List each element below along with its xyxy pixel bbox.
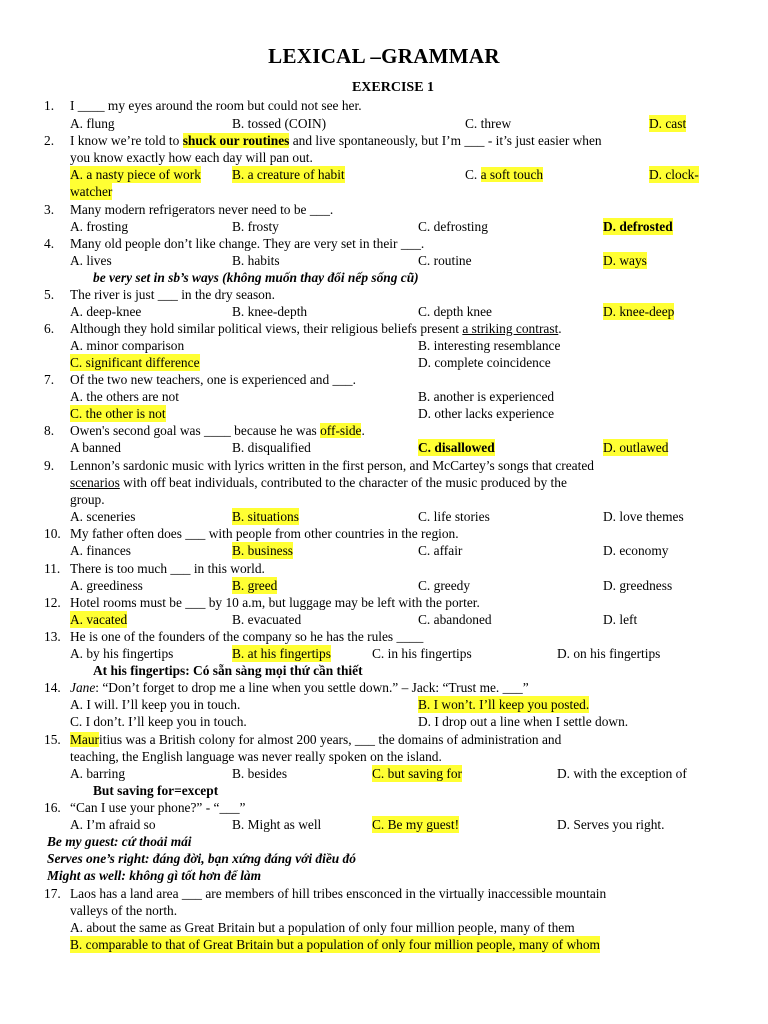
question-number: 17. <box>44 886 61 901</box>
option-b: B. at his fingertips <box>232 646 331 661</box>
question-text <box>70 132 602 149</box>
option-c: C. significant difference <box>70 355 200 370</box>
option-b: B. another is experienced <box>418 389 555 404</box>
option-d: D. knee-deep <box>603 304 675 319</box>
question-text: Laos has a land area ___ are members of hill tribes ensconced in the virtually inaccessible mountain <box>70 886 607 901</box>
option-c: C. routine <box>418 253 472 268</box>
underlined-phrase: a striking contrast <box>462 321 559 336</box>
option-d-cont: watcher <box>70 184 113 199</box>
text-part: itius was a British colony for almost 200 years, ___ the domains of administration and <box>99 732 562 747</box>
option-b: B. interesting resemblance <box>418 338 561 353</box>
question-text <box>70 731 561 748</box>
question-text: Many old people don’t like change. They are very set in their ___. <box>70 236 425 251</box>
text-part: : “Don’t forget to drop me a line when you settle down.” – Jack: “Trust me. ___” <box>95 680 529 695</box>
option-a: A. about the same as Great Britain but a population of only four million people, many of them <box>70 920 575 935</box>
question-text: “Can I use your phone?” - “___” <box>70 800 246 815</box>
option-c: C. abandoned <box>418 612 492 627</box>
option-a: A. by his fingertips <box>70 646 174 661</box>
highlighted-phrase: shuck our routines <box>182 133 290 148</box>
question-number: 2. <box>44 133 55 148</box>
question-text <box>70 679 529 696</box>
option-c: C. Be my guest! <box>372 817 460 832</box>
option-c: C. greedy <box>418 578 471 593</box>
question-number: 12. <box>44 595 61 610</box>
question-text-cont <box>70 474 567 491</box>
question-number: 7. <box>44 372 55 387</box>
text-part: with off beat individuals, contributed to the character of the music produced by the <box>119 475 567 490</box>
option-d: D. clock- <box>649 167 699 182</box>
option-d: D. economy <box>603 543 669 558</box>
question-number: 10. <box>44 526 61 541</box>
question-text: He is one of the founders of the company so he has the rules ____ <box>70 629 424 644</box>
option-a: A. I will. I’ll keep you in touch. <box>70 697 241 712</box>
option-a: A. lives <box>70 253 112 268</box>
option-b: B. situations <box>232 509 299 524</box>
question-number: 5. <box>44 287 55 302</box>
question-number: 9. <box>44 458 55 473</box>
option-b: B. frosty <box>232 219 279 234</box>
question-text <box>70 422 365 439</box>
question-text <box>70 320 562 337</box>
option-d: D. defrosted <box>603 219 673 234</box>
option-a: A. a nasty piece of work <box>70 167 201 182</box>
option-b: B. besides <box>232 766 288 781</box>
option-b: B. a creature of habit <box>232 167 345 182</box>
option-b: B. habits <box>232 253 280 268</box>
speaker-name: Jane <box>70 680 96 695</box>
option-b: B. Might as well <box>232 817 322 832</box>
question-text: Many modern refrigerators never need to be ___. <box>70 202 334 217</box>
text-part: Although they hold similar political views, their religious beliefs present <box>70 321 463 336</box>
option-d: D. ways <box>603 253 647 268</box>
text-part: I know we’re told to <box>70 133 183 148</box>
option-b: B. greed <box>232 578 278 593</box>
explanation-note: Be my guest: cứ thoải mái <box>47 834 192 849</box>
option-a: A. frosting <box>70 219 129 234</box>
explanation-note: But saving for=except <box>93 783 219 798</box>
option-b: B. comparable to that of Great Britain but a population of only four million people, many of whom <box>70 937 600 952</box>
option-d: D. cast <box>649 116 687 131</box>
option-a: A. greediness <box>70 578 143 593</box>
question-text: The river is just ___ in the dry season. <box>70 287 275 302</box>
option-b: B. evacuated <box>232 612 302 627</box>
option-a: A. sceneries <box>70 509 136 524</box>
question-text: I ____ my eyes around the room but could not see her. <box>70 98 362 113</box>
exercise-heading: EXERCISE 1 <box>351 80 435 95</box>
explanation-note: be very set in sb’s ways (không muốn thay đổi nếp sống cũ) <box>93 270 419 285</box>
option-c: C. life stories <box>418 509 490 524</box>
option-c: C. depth knee <box>418 304 493 319</box>
option-d: D. love themes <box>603 509 684 524</box>
question-text-cont: valleys of the north. <box>70 903 178 918</box>
option-c: C. but saving for <box>372 766 463 781</box>
question-number: 14. <box>44 680 61 695</box>
option-c: C. defrosting <box>418 219 488 234</box>
question-number: 16. <box>44 800 61 815</box>
option-c: C. affair <box>418 543 463 558</box>
option-b: B. knee-depth <box>232 304 308 319</box>
option-d: D. other lacks experience <box>418 406 555 421</box>
option-d: D. complete coincidence <box>418 355 551 370</box>
option-c: C. threw <box>465 116 512 131</box>
underlined-phrase: scenarios <box>70 475 120 490</box>
question-number: 11. <box>44 561 61 576</box>
option-b: B. tossed (COIN) <box>232 116 327 131</box>
text-part: . <box>558 321 562 336</box>
question-number: 13. <box>44 629 61 644</box>
question-number: 15. <box>44 732 61 747</box>
text-part: and live spontaneously, but I’m ___ - it’s just easier when <box>289 133 602 148</box>
option-c: C. in his fingertips <box>372 646 472 661</box>
option-a: A. minor comparison <box>70 338 185 353</box>
option-b: B. disqualified <box>232 440 311 455</box>
option-c: C. I don’t. I’ll keep you in touch. <box>70 714 247 729</box>
question-number: 1. <box>44 98 55 113</box>
option-c: C. disallowed <box>418 440 495 455</box>
option-d: D. greedness <box>603 578 673 593</box>
question-number: 3. <box>44 202 55 217</box>
text-part: . <box>361 423 365 438</box>
option-d: D. Serves you right. <box>557 817 665 832</box>
question-text: Hotel rooms must be ___ by 10 a.m, but luggage may be left with the porter. <box>70 595 480 610</box>
option-b: B. business <box>232 543 294 558</box>
option-c: C. the other is not <box>70 406 166 421</box>
option-c <box>465 166 543 183</box>
highlighted-phrase: Maur <box>70 732 100 747</box>
question-text-cont: teaching, the English language was never really spoken on the island. <box>70 749 442 764</box>
option-b: B. I won’t. I’ll keep you posted. <box>418 697 590 712</box>
option-d: D. on his fingertips <box>557 646 661 661</box>
option-a: A. I’m afraid so <box>70 817 156 832</box>
highlighted-phrase: off-side <box>320 423 362 438</box>
question-number: 4. <box>44 236 55 251</box>
question-number: 6. <box>44 321 55 336</box>
explanation-note: At his fingertips: Có sẵn sàng mọi thứ cần thiết <box>93 663 363 678</box>
question-text: Lennon’s sardonic music with lyrics written in the first person, and McCartey’s songs that created <box>70 458 594 473</box>
text-part: Owen's second goal was ____ because he was <box>70 423 321 438</box>
question-text-cont: group. <box>70 492 105 507</box>
question-text: There is too much ___ in this world. <box>70 561 265 576</box>
option-a: A. vacated <box>70 612 128 627</box>
option-d: D. I drop out a line when I settle down. <box>418 714 629 729</box>
option-d: D. outlawed <box>603 440 669 455</box>
option-a: A. the others are not <box>70 389 179 404</box>
option-prefix: C. <box>465 167 481 182</box>
question-text: Of the two new teachers, one is experienced and ___. <box>70 372 356 387</box>
option-a: A. finances <box>70 543 131 558</box>
explanation-note: Might as well: không gì tốt hơn để làm <box>47 868 262 883</box>
option-a: A banned <box>70 440 121 455</box>
option-a: A. barring <box>70 766 126 781</box>
page-title: LEXICAL –GRAMMAR <box>268 44 500 68</box>
explanation-note: Serves one’s right: đáng đời, bạn xứng đáng với điều đó <box>47 851 356 866</box>
option-c-text: a soft touch <box>480 167 544 182</box>
question-text-cont: you know exactly how each day will pan out. <box>70 150 313 165</box>
option-a: A. deep-knee <box>70 304 142 319</box>
question-number: 8. <box>44 423 55 438</box>
option-d: D. left <box>603 612 638 627</box>
option-a: A. flung <box>70 116 115 131</box>
option-d: D. with the exception of <box>557 766 687 781</box>
question-text: My father often does ___ with people from other countries in the region. <box>70 526 459 541</box>
